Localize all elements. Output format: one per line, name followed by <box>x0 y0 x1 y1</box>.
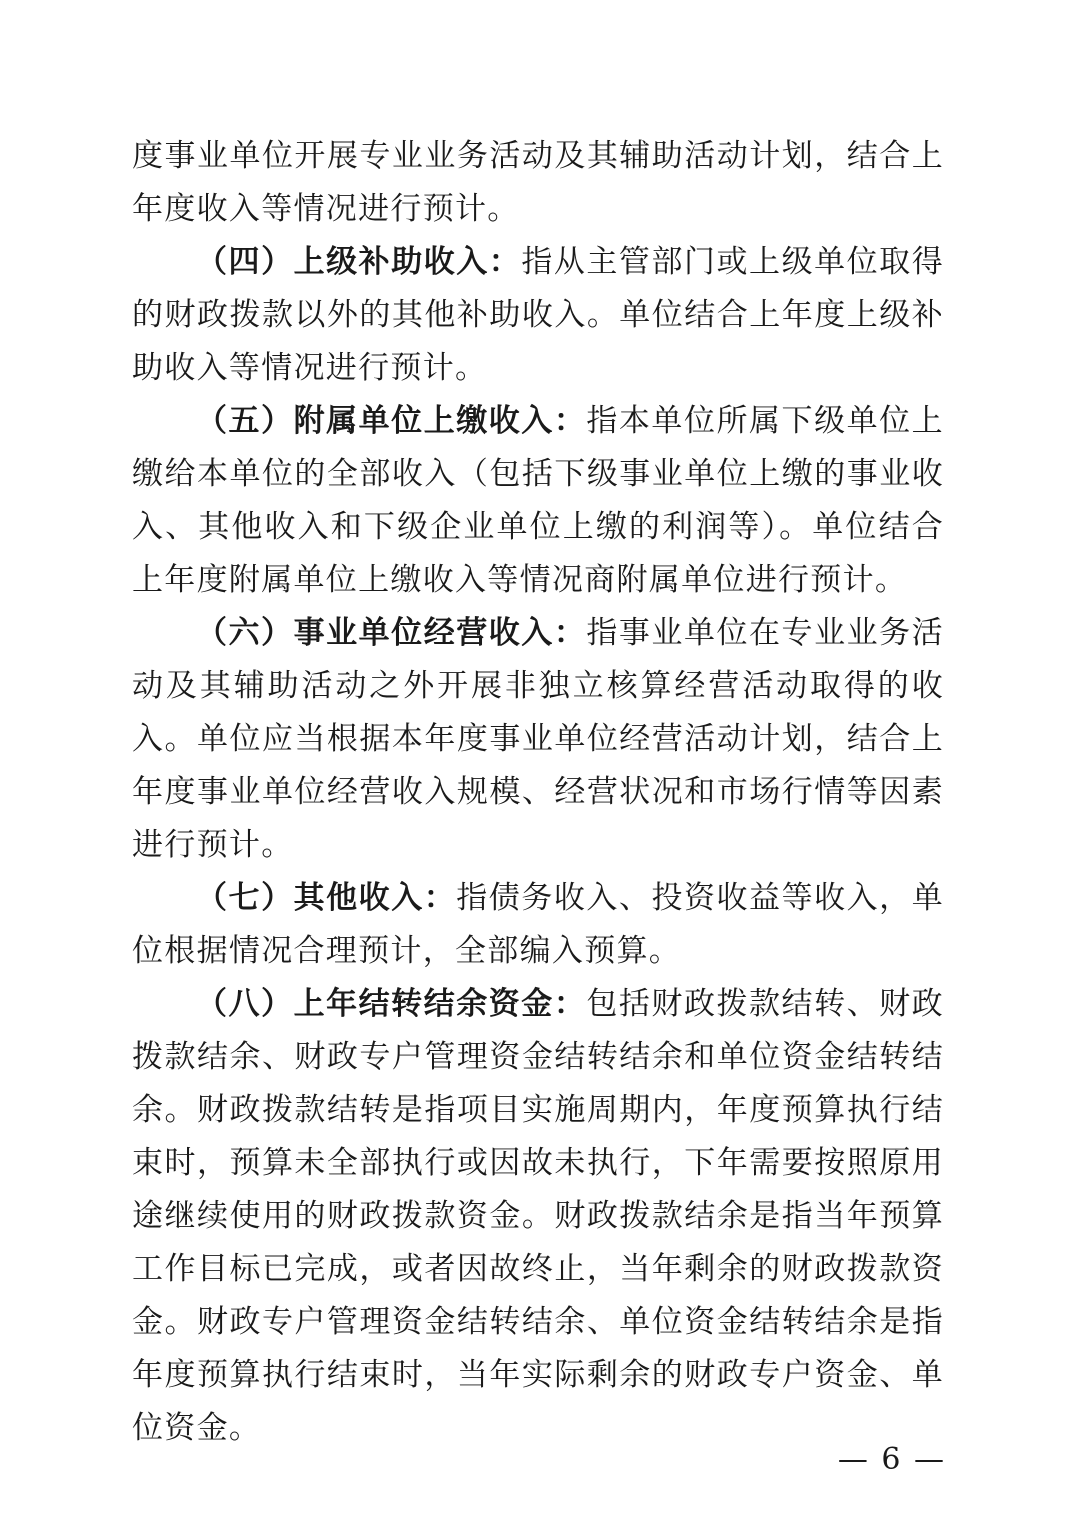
paragraph-continuation <box>132 130 944 236</box>
paragraph-text: 度事业单位开展专业业务活动及其辅助活动计划，结合上年度收入等情况进行预计。 <box>132 138 944 227</box>
page-number: — 6 — <box>837 1442 946 1477</box>
section-heading: （八）上年结转结余资金： <box>196 986 587 1022</box>
paragraph-text: 包括财政拨款结转、财政拨款结余、财政专户管理资金结转结余和单位资金结转结余。财政拨款结转是指项目实施周期内，年度预算执行结束时，预算未全部执行或因故未执行，下年需要按照原用途继续使用的财政拨款资金。财政拨款结余是指当年预算工作目标已完成，或者因故终止，当年剩余的财政拨款资金。财政专户管理资金结转结余、单位资金结转结余是指年度预算执行结束时，当年实际剩余的财政专户资金、单位资金。 <box>132 986 944 1446</box>
paragraph-operating-income <box>132 607 944 872</box>
paragraph-affiliated-unit-income <box>132 395 944 607</box>
section-heading: （四）上级补助收入： <box>196 244 522 280</box>
paragraph-text: 指从主管部门或上级单位取得的财政拨款以外的其他补助收入。单位结合上年度上级补助收入等情况进行预计。 <box>132 244 945 386</box>
section-heading: （五）附属单位上缴收入： <box>196 403 587 439</box>
paragraph-text: 指事业单位在专业业务活动及其辅助活动之外开展非独立核算经营活动取得的收入。单位应当根据本年度事业单位经营活动计划，结合上年度事业单位经营收入规模、经营状况和市场行情等因素进行预计。 <box>132 615 944 863</box>
section-heading: （七）其他收入： <box>196 880 457 916</box>
section-heading: （六）事业单位经营收入： <box>196 615 587 651</box>
paragraph-superior-subsidy-income <box>132 236 944 395</box>
paragraph-carryover-funds <box>132 978 944 1455</box>
paragraph-text: 指本单位所属下级单位上缴给本单位的全部收入（包括下级事业单位上缴的事业收入、其他收入和下级企业单位上缴的利润等）。单位结合上年度附属单位上缴收入等情况商附属单位进行预计。 <box>132 403 944 598</box>
document-body <box>132 130 944 1455</box>
paragraph-text: 指债务收入、投资收益等收入，单位根据情况合理预计，全部编入预算。 <box>132 880 945 969</box>
paragraph-other-income <box>132 872 944 978</box>
